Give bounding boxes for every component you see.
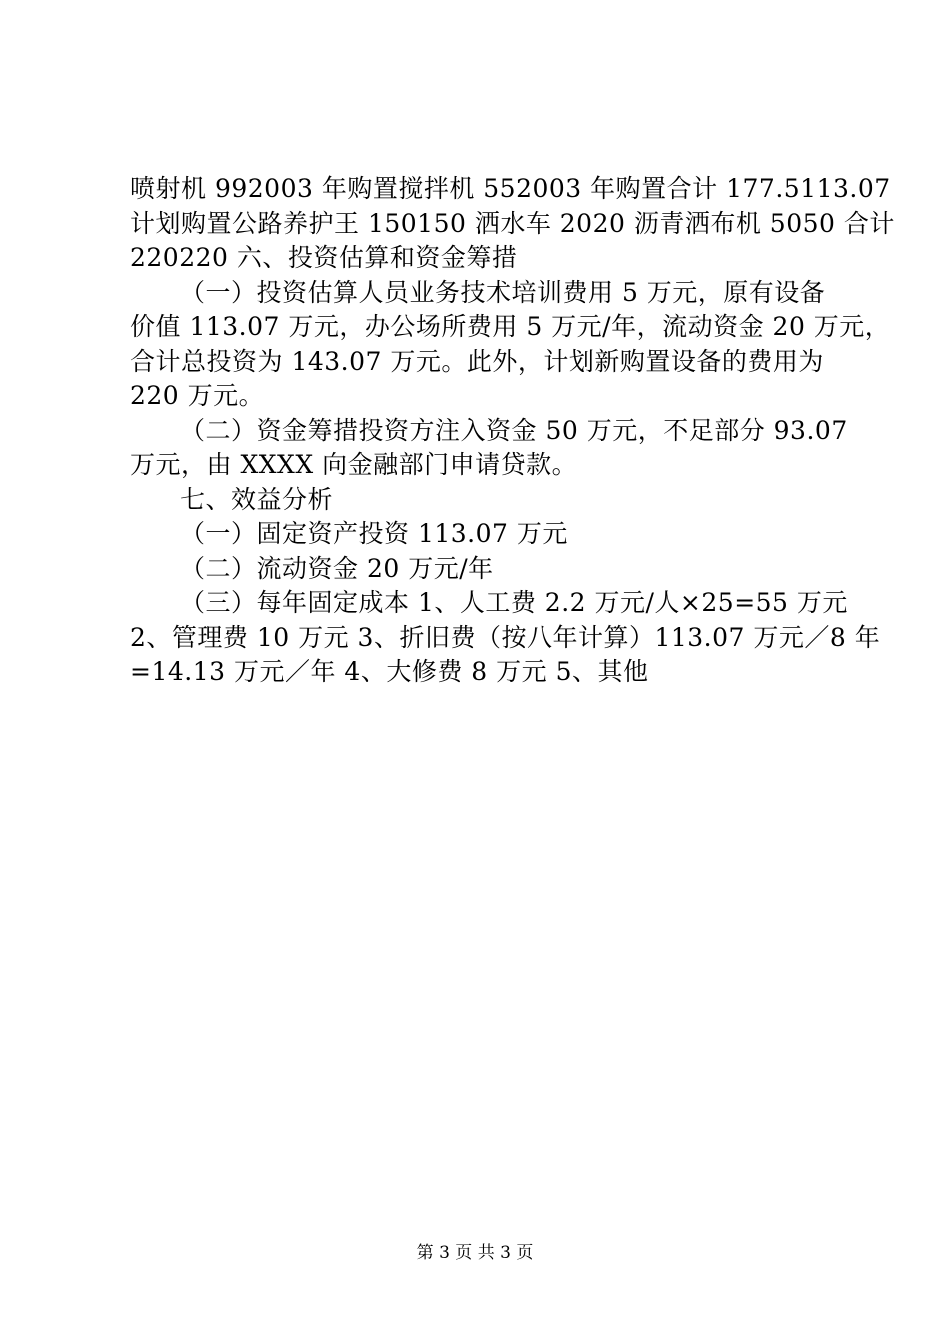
body-line: 2、管理费 10 万元 3、折旧费（按八年计算）113.07 万元／8 年 [130, 622, 881, 652]
body-line: （一）固定资产投资 113.07 万元 [180, 519, 568, 548]
section-heading: 七、效益分析 [180, 484, 334, 514]
body-line: 合计总投资为 143.07 万元。此外，计划新购置设备的费用为 [130, 346, 824, 376]
body-line: （三）每年固定成本 1、人工费 2.2 万元/人×25=55 万元 [180, 588, 848, 617]
body-line: 计划购置公路养护王 150150 洒水车 2020 沥青洒布机 5050 合计 [130, 208, 895, 238]
body-line: 喷射机 992003 年购置搅拌机 552003 年购置合计 177.5113.07 [130, 174, 891, 203]
page-footer [0, 1242, 950, 1264]
body-line: （二）资金筹措投资方注入资金 50 万元，不足部分 93.07 [180, 415, 848, 445]
body-line: （二）流动资金 20 万元/年 [180, 553, 494, 583]
body-line: 220 万元。 [130, 381, 265, 410]
body-line: （一）投资估算人员业务技术培训费用 5 万元，原有设备 [180, 277, 826, 307]
page-number: 第 3 页 共 3 页 [416, 1243, 534, 1263]
body-line: =14.13 万元／年 4、大修费 8 万元 5、其他 [130, 657, 649, 686]
body-line: 万元，由 XXXX 向金融部门申请贷款。 [130, 450, 578, 479]
document-body [130, 172, 895, 690]
body-line: 220220 六、投资估算和资金筹措 [130, 243, 518, 272]
body-line: 价值 113.07 万元，办公场所费用 5 万元/年，流动资金 20 万元， [130, 312, 891, 341]
